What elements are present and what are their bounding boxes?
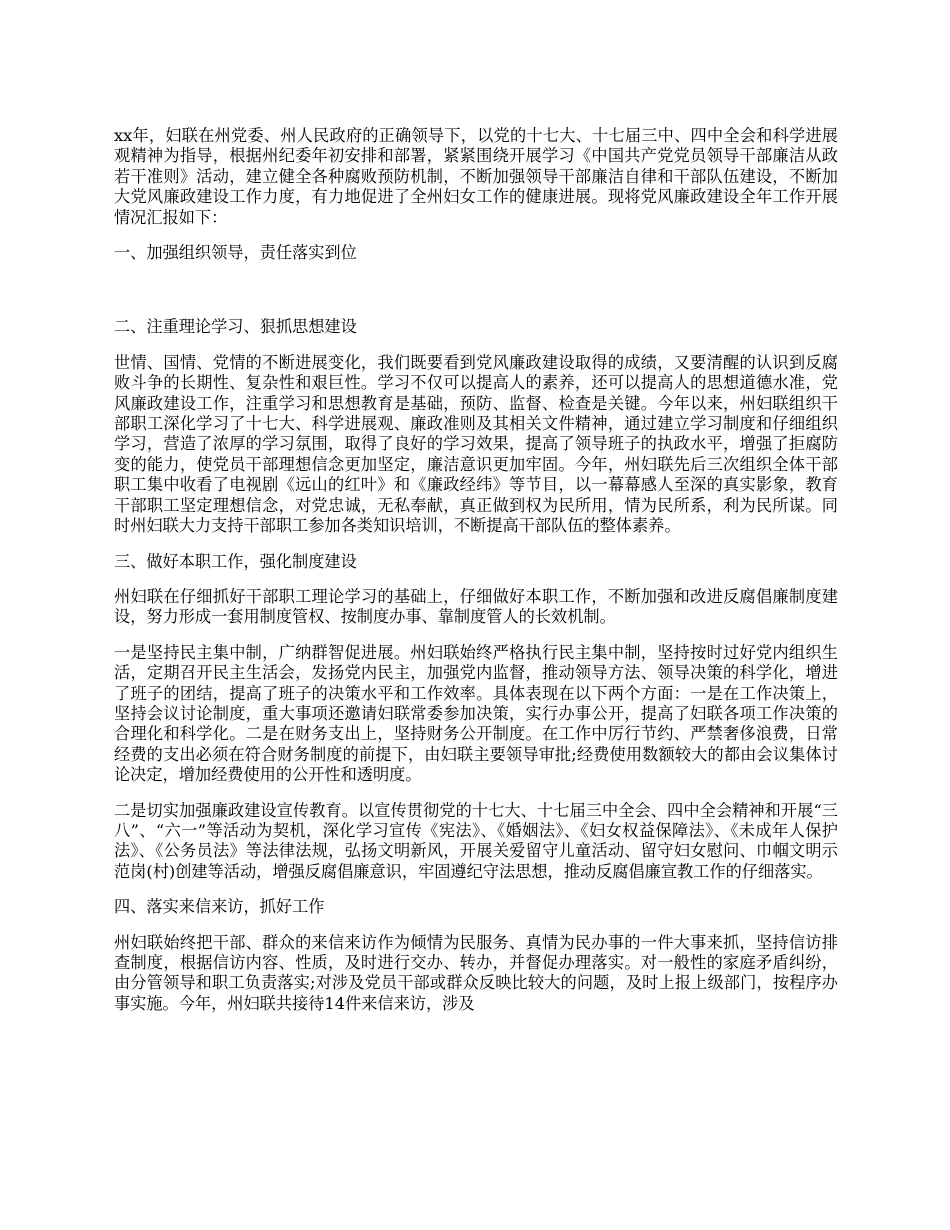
section-heading-3: 三、做好本职工作，强化制度建设 xyxy=(114,551,357,571)
section-heading-1: 一、加强组织领导，责任落实到位 xyxy=(114,243,357,263)
section-3-intro-paragraph: 州妇联在仔细抓好干部职工理论学习的基础上，仔细做好本职工作，不断加强和改进反腐倡廉制度建设，努力形成一套用制度管权、按制度办事、靠制度管人的长效机制。 xyxy=(114,586,838,627)
section-3-point-1-paragraph: 一是坚持民主集中制，广纳群智促进展。州妇联始终严格执行民主集中制，坚持按时过好党内组织生活，定期召开民主生活会，发扬党内民主，加强党内监督，推动领导方法、领导决策的科学化，增进了班子的团结，提高了班子的决策水平和工作效率。具体表现在以下两个方面：一是在工作决策上，坚持会议讨论制度，重大事项还邀请妇联常委参加决策，实行办事公开，提高了妇联各项工作决策的合理化和科学化。二是在财务支出上，坚持财务公开制度。在工作中厉行节约、严禁奢侈浪费，日常经费的支出必须在符合财务制度的前提下，由妇联主要领导审批;经费使用数额较大的都由会议集体讨论决定，增加经费使用的公开性和透明度。 xyxy=(114,642,838,785)
section-2-paragraph: 世情、国情、党情的不断进展变化，我们既要看到党风廉政建设取得的成绩，又要清醒的认识到反腐败斗争的长期性、复杂性和艰巨性。学习不仅可以提高人的素养，还可以提高人的思想道德水准，党风廉政建设工作，注重学习和思想教育是基础，预防、监督、检查是关键。今年以来，州妇联组织干部职工深化学习了十七大、科学进展观、廉政准则及其相关文件精神，通过建立学习制度和仔细组织学习，营造了浓厚的学习氛围，取得了良好的学习效果，提高了领导班子的执政水平，增强了拒腐防变的能力，使党员干部理想信念更加坚定，廉洁意识更加牢固。今年，州妇联先后三次组织全体干部职工集中收看了电视剧《远山的红叶》和《廉政经纬》等节目，以一幕幕感人至深的真实影象，教育干部职工坚定理想信念，对党忠诚，无私奉献，真正做到权为民所用，情为民所系，利为民所谋。同时州妇联大力支持干部职工参加各类知识培训，不断提高干部队伍的整体素养。 xyxy=(114,352,838,536)
section-4-paragraph: 州妇联始终把干部、群众的来信来访作为倾情为民服务、真情为民办事的一件大事来抓，坚持信访排查制度，根据信访内容、性质，及时进行交办、转办，并督促办理落实。对一般性的家庭矛盾纠纷，由分管领导和职工负责落实;对涉及党员干部或群众反映比较大的问题，及时上报上级部门，按程序办事实施。今年，州妇联共接待14件来信来访，涉及 xyxy=(114,932,838,1013)
intro-paragraph: xx年，妇联在州党委、州人民政府的正确领导下，以党的十七大、十七届三中、四中全会和科学进展观精神为指导，根据州纪委年初安排和部署，紧紧围绕开展学习《中国共产党党员领导干部廉洁从政若干准则》活动，建立健全各种腐败预防机制，不断加强领导干部廉洁自律和干部队伍建设，不断加大党风廉政建设工作力度，有力地促进了全州妇女工作的健康进展。现将党风廉政建设全年工作开展情况汇报如下： xyxy=(114,126,838,227)
section-heading-4: 四、落实来信来访，抓好工作 xyxy=(114,897,325,917)
section-3-point-2-paragraph: 二是切实加强廉政建设宣传教育。以宣传贯彻党的十七大、十七届三中全会、四中全会精神和开展“三八”、“六一”等活动为契机，深化学习宣传《宪法》、《婚姻法》、《妇女权益保障法》、《未成年人保护法》、《公务员法》等法律法规，弘扬文明新风，开展关爱留守儿童活动、留守妇女慰问、巾帼文明示范岗(村)创建等活动，增强反腐倡廉意识，牢固遵纪守法思想，推动反腐倡廉宣教工作的仔细落实。 xyxy=(114,800,838,881)
document-body xyxy=(114,126,838,1029)
section-heading-2: 二、注重理论学习、狠抓思想建设 xyxy=(114,317,357,337)
